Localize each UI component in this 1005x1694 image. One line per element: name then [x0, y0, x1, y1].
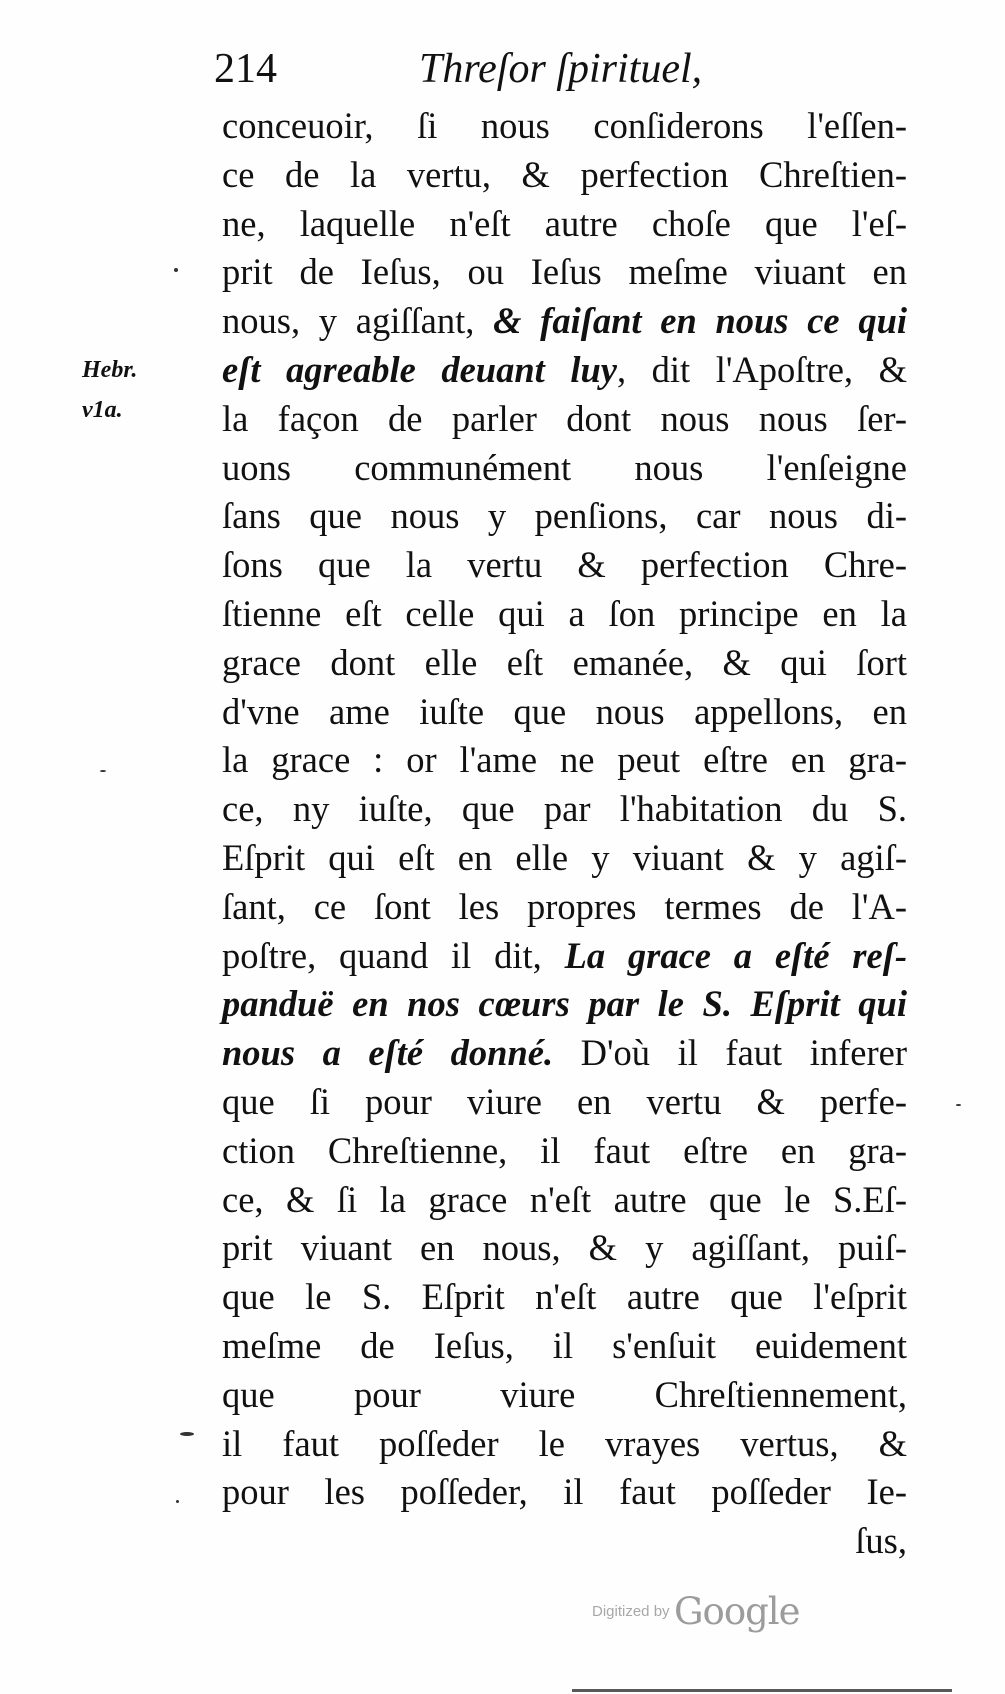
text-line — [222, 346, 907, 395]
text-line: ce, & ſi la grace n'eſt autre que le S.Eſ- — [222, 1178, 907, 1220]
scripture-quote: & faiſant en nous ce qui — [493, 300, 908, 342]
scripture-quote: eſt agreable deuant luy — [222, 348, 617, 390]
scripture-quote: panduë en nos cœurs par le S. Eſprit qui — [222, 983, 907, 1025]
digitization-watermark — [592, 1590, 812, 1640]
margin-note — [82, 350, 182, 430]
text-line: ce, ny iuſte, que par l'habitation du S. — [222, 788, 907, 830]
margin-note-line: Hebr. — [82, 357, 138, 383]
text-line: que ſi pour viure en vertu & perfe- — [222, 1080, 907, 1122]
digitized-by-label: Digitized by — [592, 1603, 670, 1620]
text-line: il faut poſſeder le vrayes vertus, & — [222, 1422, 907, 1464]
text-fragment: D'où il faut inferer — [580, 1032, 907, 1074]
text-line: conceuoir, ſi nous conſiderons l'eſſen- — [222, 105, 907, 146]
text-line: Eſprit qui eſt en elle y viuant & y agiſ- — [222, 836, 907, 878]
text-line: uons communément nous l'enſeigne — [222, 446, 907, 488]
text-line: prit viuant en nous, & y agiſſant, puiſ- — [222, 1227, 907, 1269]
page-edge-rule — [572, 1689, 952, 1692]
text-line: grace dont elle eſt emanée, & qui ſort — [222, 641, 907, 683]
text-line: ce de la vertu, & perfection Chreſtien- — [222, 153, 907, 195]
text-fragment: , dit l'Apoſtre, & — [616, 348, 907, 390]
text-line — [222, 980, 907, 1029]
text-line: meſme de Ieſus, il s'enſuit euidement — [222, 1324, 907, 1366]
text-line: ſans que nous y penſions, car nous di- — [222, 495, 907, 537]
ink-speck — [956, 1104, 961, 1106]
google-logo: Google — [674, 1590, 800, 1633]
text-line: pour les poſſeder, il faut poſſeder Ie- — [222, 1471, 907, 1513]
text-line: la grace : or l'ame ne peut eſtre en gra- — [222, 739, 907, 781]
text-line: la façon de parler dont nous nous ſer- — [222, 397, 907, 439]
text-fragment: nous, y agiſſant, — [222, 300, 475, 342]
text-line — [222, 932, 907, 981]
running-head — [214, 42, 734, 96]
text-line: ction Chreſtienne, il faut eſtre en gra- — [222, 1129, 907, 1171]
text-line: d'vne ame iuſte que nous appellons, en — [222, 690, 907, 732]
catchword: ſus, — [855, 1520, 907, 1562]
text-line: ſant, ce ſont les propres termes de l'A- — [222, 885, 907, 927]
ink-speck — [100, 770, 106, 772]
running-title: Threſor ſpirituel, — [419, 46, 703, 92]
text-line — [222, 297, 907, 346]
scripture-quote: nous a eſté donné. — [222, 1032, 554, 1074]
text-line: que pour viure Chreſtiennement, — [222, 1373, 907, 1415]
text-line: que le S. Eſprit n'eſt autre que l'eſprit — [222, 1276, 907, 1318]
text-fragment: poſtre, quand il dit, — [222, 934, 542, 976]
margin-note-line: v1a. — [82, 397, 123, 423]
scripture-quote: La grace a eſté reſ- — [564, 934, 908, 976]
text-line: ſtienne eſt celle qui a ſon principe en la — [222, 592, 907, 634]
text-line: prit de Ieſus, ou Ieſus meſme viuant en — [222, 251, 907, 293]
ink-speck — [174, 268, 178, 272]
text-line: ſons que la vertu & perfection Chre- — [222, 544, 907, 586]
text-line — [222, 1029, 907, 1078]
body-text — [222, 102, 907, 1566]
ink-speck — [180, 1432, 194, 1436]
page-number: 214 — [214, 46, 277, 92]
ink-speck — [176, 1500, 179, 1503]
text-line: ne, laquelle n'eſt autre choſe que l'eſ- — [222, 202, 907, 244]
